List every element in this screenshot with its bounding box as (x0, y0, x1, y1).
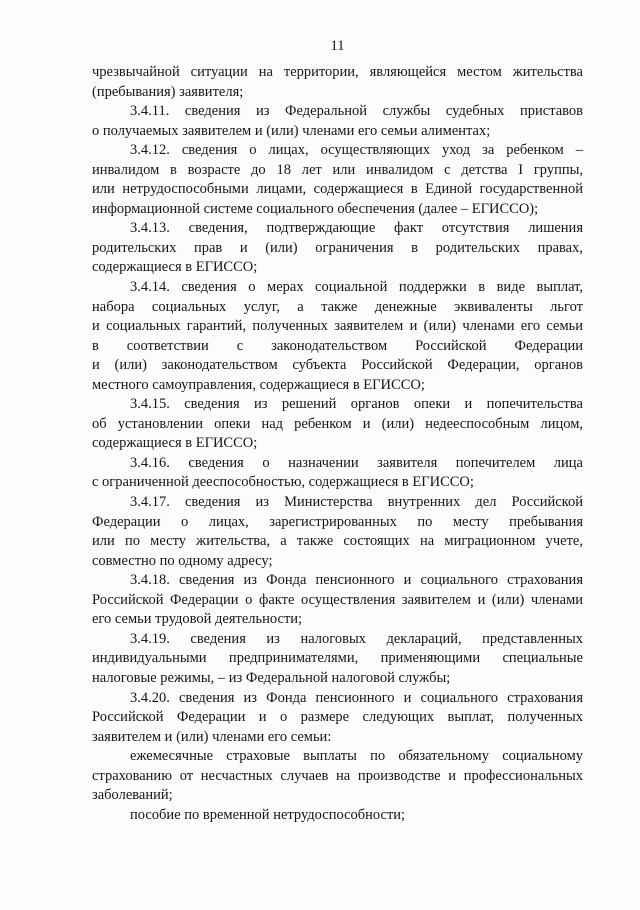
text-line: пособие по временной нетрудоспособности; (130, 806, 406, 823)
text-line: и социальных гарантий, полученных заявителем и (или) членами его семьи (92, 318, 583, 335)
text-line: Российской Федерации и о размере следующих выплат, полученных (92, 709, 583, 726)
paragraph-3-4-20 (92, 689, 583, 748)
paragraph-3-4-19 (92, 630, 583, 689)
text-line: в соответствии с законодательством Российской Федерации (92, 337, 583, 354)
paragraph-3-4-17 (92, 493, 583, 571)
paragraph-3-4-15 (92, 395, 583, 454)
text-line: (пребывания) заявителя; (92, 83, 244, 100)
text-line: набора социальных услуг, а также денежные эквиваленты льгот (92, 298, 583, 315)
text-line: и (или) законодательством субъекта Российской Федерации, органов (92, 357, 583, 374)
paragraph-monthly-insurance-payments (92, 747, 583, 806)
text-line: индивидуальными предпринимателями, применяющими специальные (92, 650, 583, 667)
paragraph-3-4-16 (92, 454, 583, 493)
text-line: 3.4.16. сведения о назначении заявителя попечителем лица (130, 454, 583, 471)
text-line: 3.4.13. сведения, подтверждающие факт отсутствия лишения (130, 220, 583, 237)
text-line: 3.4.18. сведения из Фонда пенсионного и социального страхования (130, 572, 583, 589)
paragraph-continuation (92, 63, 583, 102)
text-line: содержащиеся в ЕГИССО; (92, 435, 258, 452)
text-line: ежемесячные страховые выплаты по обязательному социальному (130, 748, 583, 765)
text-line: его семьи трудовой деятельности; (92, 611, 303, 628)
text-line: чрезвычайной ситуации на территории, являющейся местом жительства (92, 64, 583, 80)
text-line: с ограниченной дееспособностью, содержащиеся в ЕГИССО; (92, 474, 474, 491)
text-line: заявителем и (или) членами его семьи: (92, 728, 332, 745)
paragraph-3-4-14 (92, 278, 583, 395)
paragraph-3-4-13 (92, 219, 583, 278)
text-line: заболеваний; (92, 787, 173, 804)
document-body (92, 63, 583, 825)
paragraph-3-4-11 (92, 102, 583, 141)
text-line: страхованию от несчастных случаев на производстве и профессиональных (92, 767, 583, 784)
paragraph-3-4-18 (92, 571, 583, 630)
text-line: о получаемых заявителем и (или) членами его семьи алиментах; (92, 122, 491, 139)
text-line: родительских прав и (или) ограничения в родительских правах, (92, 239, 583, 256)
text-line: Российской Федерации о факте осуществления заявителем и (или) членами (92, 591, 583, 608)
text-line: или по месту жительства, а также состоящих на миграционном учете, (92, 533, 583, 550)
text-line: об установлении опеки над ребенком и (или) недееспособным лицом, (92, 415, 583, 432)
text-line: налоговые режимы, – из Федеральной налоговой службы; (92, 669, 451, 686)
paragraph-3-4-12 (92, 141, 583, 219)
text-line: 3.4.17. сведения из Министерства внутренних дел Российской (130, 494, 583, 511)
text-line: информационной системе социального обеспечения (далее – ЕГИССО); (92, 200, 539, 217)
text-line: 3.4.20. сведения из Фонда пенсионного и социального страхования (130, 689, 583, 706)
text-line: инвалидом в возрасте до 18 лет или инвалидом с детства I группы, (92, 161, 583, 178)
paragraph-temporary-disability-benefit (92, 806, 583, 826)
text-line: 3.4.12. сведения о лицах, осуществляющих уход за ребенком – (130, 142, 583, 159)
text-line: или нетрудоспособными лицами, содержащиеся в Единой государственной (92, 181, 583, 198)
text-line: 3.4.11. сведения из Федеральной службы судебных приставов (130, 103, 583, 120)
text-line: местного самоуправления, содержащиеся в ЕГИССО; (92, 376, 425, 393)
text-line: содержащиеся в ЕГИССО; (92, 259, 258, 276)
text-line: Федерации о лицах, зарегистрированных по месту пребывания (92, 513, 583, 530)
page-number: 11 (330, 38, 345, 54)
text-line: 3.4.19. сведения из налоговых деклараций, представленных (130, 630, 583, 647)
text-line: 3.4.15. сведения из решений органов опеки и попечительства (130, 396, 583, 413)
text-line: совместно по одному адресу; (92, 552, 273, 569)
text-line: 3.4.14. сведения о мерах социальной поддержки в виде выплат, (130, 279, 583, 296)
